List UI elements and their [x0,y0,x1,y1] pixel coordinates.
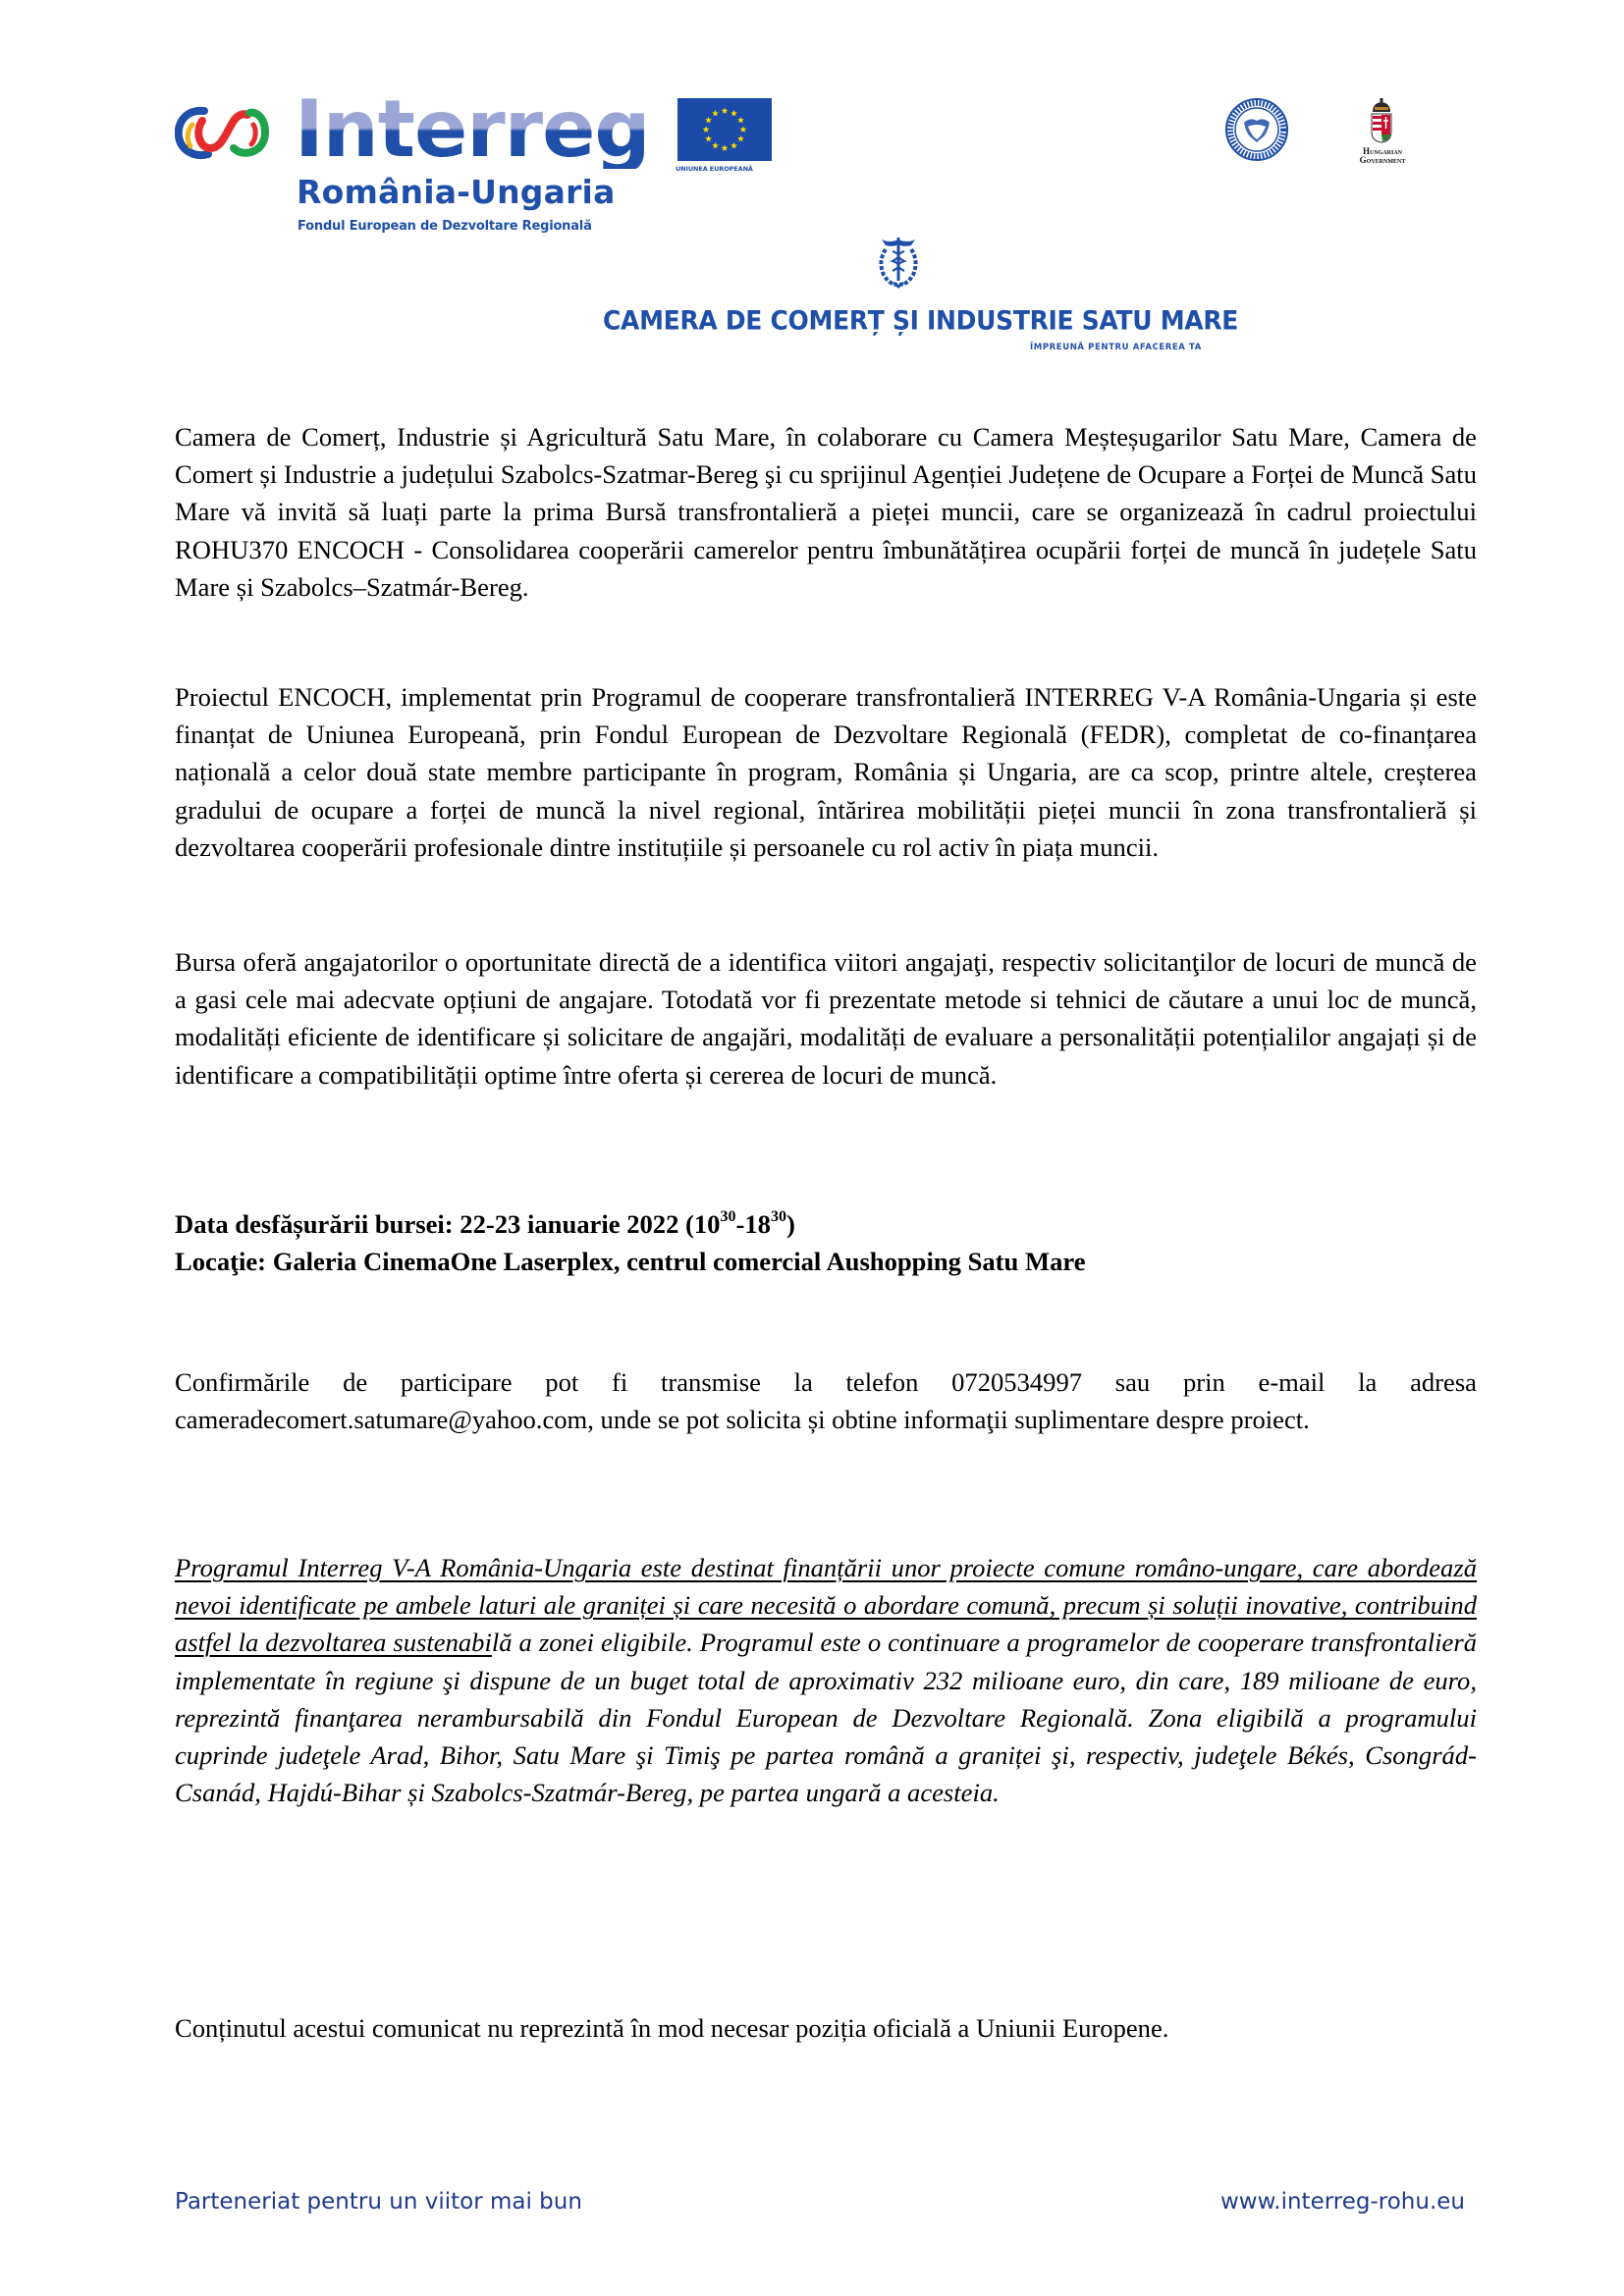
interreg-region-label: România-Ungaria [297,173,616,211]
event-end-minutes: 30 [770,1208,786,1226]
chamber-title: CAMERA DE COMERȚ ȘI INDUSTRIE SATU MARE [603,305,1239,336]
footer-slogan: Parteneriat pentru un viitor mai bun [175,2189,582,2215]
chamber-tagline: ÎMPREUNĂ PENTRU AFACEREA TA [1030,343,1202,352]
hungarian-government-label [1341,147,1424,165]
hungarian-government-label-line2: Government [1359,155,1406,165]
eu-label: UNIUNEA EUROPEANĂ [676,165,753,173]
contact-text-between: sau prin e-mail la adresa [1082,1367,1477,1397]
eu-flag-icon [677,98,772,161]
event-date-label: Data desfășurării bursei: 22-23 ianuarie 2022 (10 [175,1209,721,1239]
program-note-rest: lă a zonei eligibile. Programul este o continuare a programelor de cooperare transfrontalieră implementate în regiune şi dispune de un buget total de aproximativ 232 milioane euro, din care, 189 milioane de euro, reprezintă finanţarea nerambursabilă din Fondul European de Dezvoltare Regională. Zona eligibilă a programului cuprinde judeţele Arad, Bihor, Satu Mare şi Timiş pe partea română a graniței şi, respectiv, judeţele Békés, Csongrád-Csanád, Hajdú-Bihar și Szabolcs-Szatmár-Bereg, pe partea ungară a acesteia. [175,1628,1477,1808]
eu-disclaimer: Conținutul acestui comunicat nu reprezintă în mod necesar poziția oficială a Uniunii Europene. [175,2013,1169,2043]
contact-email-link[interactable]: cameradecomert.satumare@yahoo.com [175,1405,588,1435]
intro-paragraph: Camera de Comerț, Industrie și Agricultură Satu Mare, în colaborare cu Camera Meșteșugarilor Satu Mare, Camera de Comert și Industrie a județului Szabolcs-Szatmar-Bereg şi cu sprijinul Agenției Județene de Ocupare a Forței de Muncă Satu Mare vă invită să luați parte la prima Bursă transfrontalieră a pieței muncii, care se organizează în cadrul proiectului ROHU370 ENCOCH - Consolidarea cooperării camerelor pentru îmbunătățirea ocupării forței de muncă în județele Satu Mare și Szabolcs–Szatmár-Bereg. [175,422,1477,602]
hungarian-government-label-line1: Hungarian [1362,146,1402,156]
contact-text-before-phone: Confirmările de participare pot fi transmise la telefon [175,1367,952,1397]
contact-phone[interactable]: 0720534997 [951,1367,1083,1397]
event-time-separator: -18 [735,1209,771,1239]
project-description-paragraph: Proiectul ENCOCH, implementat prin Programul de cooperare transfrontalieră INTERREG V-A România-Ungaria și este finanțat de Uniunea Europeană, prin Fondul European de Dezvoltare Regională (FEDR), completat de co-finanțarea națională a celor două state membre participante în program, România și Ungaria, are ca scop, printre altele, creșterea gradului de ocupare a forței de muncă la nivel regional, întărirea mobilității pieței muncii în zona transfrontalieră și dezvoltarea cooperării profesionale dintre instituțiile și persoanele cu rol activ în piața muncii. [175,682,1477,862]
interreg-infinity-mark-icon [175,103,269,162]
interreg-fund-label: Fondul European de Dezvoltare Regională [298,219,592,234]
footer-website-link[interactable]: www.interreg-rohu.eu [1219,2189,1465,2215]
event-start-minutes: 30 [720,1208,736,1226]
event-location: Locaţie: Galeria CinemaOne Laserplex, centrul comercial Aushopping Satu Mare [175,1247,1086,1277]
job-fair-benefits-paragraph: Bursa oferă angajatorilor o oportunitate directă de a identifica viitori angajaţi, respectiv solicitanţilor de locuri de muncă de a gasi cele mai adecvate opțiuni de angajare. Totodată vor fi prezentate metode si tehnici de căutare a unui loc de muncă, modalități eficiente de identificare și solicitare de angajări, modalități de evaluare a personalității potențialilor angajați și de identificare a compatibilității optime între oferta și cererea de locuri de muncă. [175,947,1477,1090]
event-date [175,1205,1477,1243]
program-note-underlined: Programul Interreg V-A România-Ungaria este destinat finanțării unor proiecte comune româno-ungare, care abordează nevoi identificate pe ambele laturi ale graniței și care necesită o abordare comună, precum și soluții inovative, contribuind astfel la dezvoltarea sustenabi [175,1553,1477,1658]
hungarian-coat-of-arms-icon [1370,98,1393,143]
caduceus-wreath-icon [874,232,923,289]
event-date-close: ) [785,1209,795,1239]
contact-text-after: , unde se pot solicita și obtine informaţii suplimentare despre proiect. [587,1405,1310,1435]
program-note-paragraph [175,1549,1477,1811]
contact-paragraph [175,1363,1477,1438]
event-info [175,1205,1477,1280]
romanian-government-seal-icon [1224,97,1289,162]
interreg-wordmark: Interreg [295,83,650,175]
